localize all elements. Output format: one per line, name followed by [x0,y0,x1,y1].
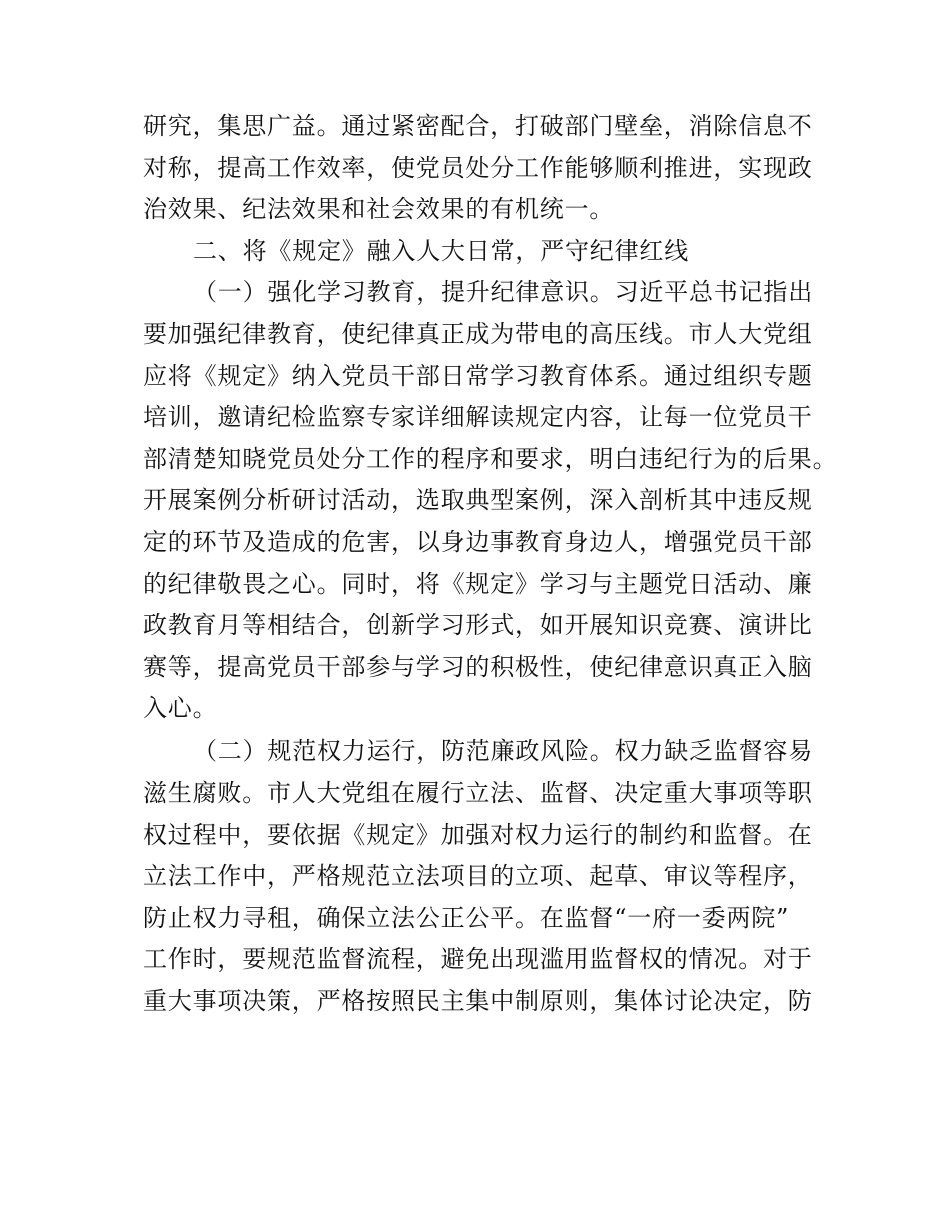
text-line: 重大事项决策，严格按照民主集中制原则，集体讨论决定，防 [143,986,813,1015]
paragraph-regulate-power [143,737,833,1016]
text-line: 研究，集思广益。通过紧密配合，打破部门壁垒，消除信息不 [143,112,813,140]
text-line: 赛等，提高党员干部参与学习的积极性，使纪律意识真正入脑 [143,652,813,681]
text-line: 立法工作中，严格规范立法项目的立项、起草、审议等程序， [143,862,813,891]
text-line: （一）强化学习教育，提升纪律意识。习近平总书记指出 [193,278,813,307]
heading-line: 二、将《规定》融入人大日常，严守纪律红线 [193,236,689,265]
text-line: 防止权力寻租，确保立法公正公平。在监督“一府一委两院” [143,903,790,932]
text-line: 权过程中，要依据《规定》加强对权力运行的制约和监督。在 [143,820,813,849]
text-line: 的纪律敬畏之心。同时，将《规定》学习与主题党日活动、廉 [143,569,813,598]
text-line: 部清楚知晓党员处分工作的程序和要求，明白违纪行为的后果。 [143,444,838,473]
document-body [143,112,838,1028]
text-line: 要加强纪律教育，使纪律真正成为带电的高压线。市人大党组 [143,319,813,348]
text-line: 政教育月等相结合，创新学习形式，如开展知识竞赛、演讲比 [143,611,813,640]
text-line: 应将《规定》纳入党员干部日常学习教育体系。通过组织专题 [143,361,813,390]
text-line: 滋生腐败。市人大党组在履行立法、监督、决定重大事项等职 [143,778,813,807]
text-line: （二）规范权力运行，防范廉政风险。权力缺乏监督容易 [193,737,813,766]
paragraph-continuation [143,112,833,224]
text-line: 开展案例分析研讨活动，选取典型案例，深入剖析其中违反规 [143,486,813,515]
text-line: 入心。 [143,694,218,723]
text-line: 对称，提高工作效率，使党员处分工作能够顺利推进，实现政 [143,153,813,182]
paragraph-strengthen-learning [143,278,838,723]
text-line: 治效果、纪法效果和社会效果的有机统一。 [143,195,615,224]
text-line: 培训，邀请纪检监察专家详细解读规定内容，让每一位党员干 [143,403,813,432]
text-line: 工作时，要规范监督流程，避免出现滥用监督权的情况。对于 [143,945,813,974]
section-heading [143,237,833,266]
text-line: 定的环节及造成的危害，以身边事教育身边人，增强党员干部 [143,527,813,556]
